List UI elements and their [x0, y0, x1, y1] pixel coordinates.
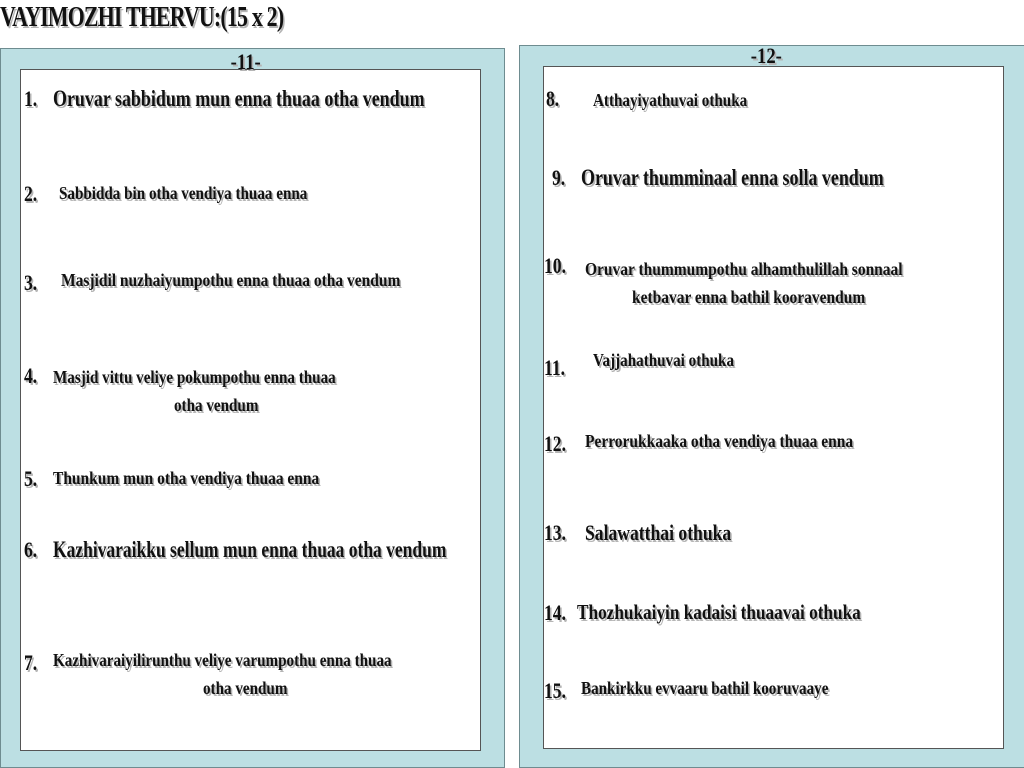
question-number: 14.	[544, 600, 566, 625]
question-number: 7.	[24, 650, 38, 675]
page-title: VAYIMOZHI THERVU:(15 x 2)	[0, 2, 284, 33]
question-text: Kazhivaraikku sellum mun enna thuaa otha vendum	[53, 537, 447, 562]
question-number: 3.	[24, 270, 38, 295]
question-text: Thozhukaiyin kadaisi thuaavai othuka	[577, 600, 861, 624]
question-number: 15.	[544, 678, 566, 703]
question-text: Oruvar sabbidum mun enna thuaa otha vendum	[53, 86, 425, 111]
question-text: Sabbidda bin otha vendiya thuaa enna	[59, 183, 308, 203]
question-number: 8.	[546, 86, 560, 111]
page-number-left: -11-	[230, 49, 261, 74]
question-text-line2: otha vendum	[174, 395, 259, 415]
question-number: 1.	[24, 86, 38, 111]
question-text-line2: otha vendum	[203, 678, 288, 698]
question-number: 13.	[544, 520, 566, 545]
question-number: 4.	[24, 363, 38, 388]
page-number-right: -12-	[750, 43, 782, 68]
question-number: 12.	[544, 431, 566, 456]
question-text: Atthayiyathuvai othuka	[593, 90, 748, 110]
question-text: Bankirkku evvaaru bathil kooruvaaye	[581, 678, 829, 698]
question-text: Oruvar thummumpothu alhamthulillah sonnaal	[585, 259, 903, 279]
question-text: Kazhivaraiyilirunthu veliye varumpothu enna thuaa	[53, 650, 392, 670]
question-text: Masjidil nuzhaiyumpothu enna thuaa otha vendum	[61, 270, 401, 290]
question-number: 10.	[544, 253, 566, 278]
question-number: 5.	[24, 466, 38, 491]
question-text: Thunkum mun otha vendiya thuaa enna	[53, 468, 320, 488]
question-number: 6.	[24, 537, 38, 562]
question-text: Oruvar thumminaal enna solla vendum	[581, 165, 884, 190]
question-number: 9.	[552, 165, 566, 190]
question-text: Vajjahathuvai othuka	[593, 350, 735, 370]
question-text: Masjid vittu veliye pokumpothu enna thuaa	[53, 367, 336, 387]
question-number: 2.	[24, 181, 38, 206]
question-text: Perrorukkaaka otha vendiya thuaa enna	[585, 431, 854, 451]
question-text: Salawatthai othuka	[585, 520, 732, 545]
question-number: 11.	[544, 355, 566, 380]
question-text-line2: ketbavar enna bathil kooravendum	[632, 287, 866, 307]
